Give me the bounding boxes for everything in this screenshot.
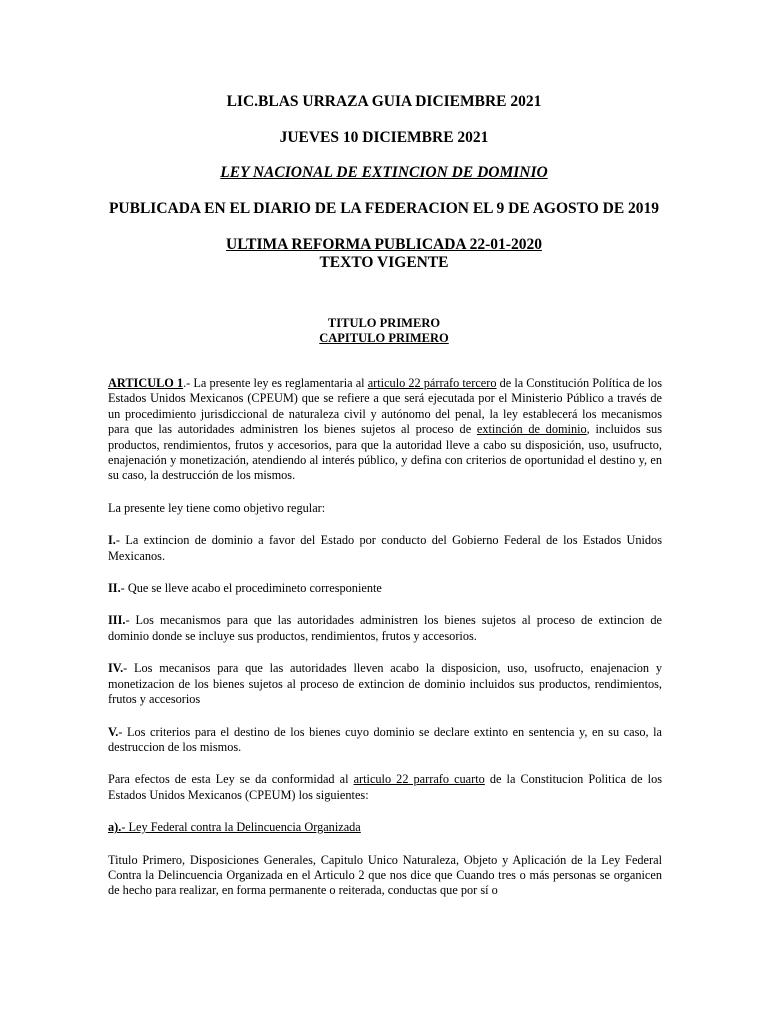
publication-line: PUBLICADA EN EL DIARIO DE LA FEDERACION EL 9 DE AGOSTO DE 2019	[108, 200, 660, 217]
objective-intro: La presente ley tiene como objetivo regular:	[108, 500, 326, 515]
law-title: LEY NACIONAL DE EXTINCION DE DOMINIO	[220, 164, 548, 181]
section-a-label: a).	[108, 820, 122, 835]
article-1-paragraph: ARTICULO 1.- La presente ley es reglamentaria al articulo 22 párrafo tercero de la Constitución Política de los Estados Unidos Mexicanos (CPEUM) que se refiere a que será ejecutada por el Ministerio Público a través de un procedimiento jurisdiccional de naturaleza civil y autónomo del penal, la ley establecerá los mecanismos para que las autoridades administren los bienes sujetos al proceso de extinción de dominio, incluidos sus productos, rendimientos, frutos y accesorios, para que la autoridad lleve a cabo su disposición, uso, usufructo, enajenación y monetización, atendiendo al interés público, y defina con criterios de oportunidad el destino y, en su caso, la destrucción de los mismos.	[108, 376, 662, 483]
title-heading: TITULO PRIMERO	[327, 316, 441, 330]
status-line: TEXTO VIGENTE	[319, 254, 449, 271]
list-item: IV.- Los mecanisos para que las autoridades lleven acabo la disposicion, uso, usofructo, enajenacion y monetizacion de los bienes sujetos al proceso de extincion de dominio incluidos sus productos, rendimientos, frutos y accesorios	[108, 661, 662, 707]
item-number: I.	[108, 533, 116, 548]
article-22-reference: articulo 22 párrafo tercero	[367, 376, 497, 390]
section-a-title: - Ley Federal contra la Delincuencia Organizada	[121, 820, 361, 835]
effects-paragraph: Para efectos de esta Ley se da conformidad al articulo 22 parrafo cuarto de la Constitucion Politica de los Estados Unidos Mexicanos (CPEUM) los siguientes:	[108, 772, 662, 802]
item-number: III.	[108, 613, 126, 628]
item-number: II.	[108, 581, 121, 596]
extincion-dominio-reference: extinción de dominio	[476, 422, 587, 437]
list-item: II.- Que se lleve acabo el procedimineto corresponiente	[108, 581, 382, 596]
last-reform-line	[0, 236, 768, 253]
item-number: IV.	[108, 661, 124, 676]
final-paragraph: Titulo Primero, Disposiciones Generales, Capitulo Unico Naturaleza, Objeto y Aplicación de la Ley Federal Contra la Delincuencia Organizada en el Articulo 2 que nos dice que Cuando tres o más personas se organicen de hecho para realizar, en forma permanente o reiterada, conductas que por sí o	[108, 852, 662, 898]
list-item: V.- Los criterios para el destino de los bienes cuyo dominio se declare extinto en sentencia y, en su caso, la destruccion de los mismos.	[108, 724, 662, 754]
last-reform-text: ULTIMA REFORMA PUBLICADA 22-01-2020	[226, 236, 542, 253]
header-date: JUEVES 10 DICIEMBRE 2021	[279, 129, 489, 146]
chapter-heading: CAPITULO PRIMERO	[319, 331, 449, 345]
section-a-heading	[108, 820, 662, 835]
document-body	[108, 376, 662, 916]
article-1-label: ARTICULO 1	[108, 376, 184, 390]
header-line-1: LIC.BLAS URRAZA GUIA DICIEMBRE 2021	[226, 93, 542, 110]
list-item: I.- La extincion de dominio a favor del Estado por conducto del Gobierno Federal de los Estados Unidos Mexicanos.	[108, 533, 662, 563]
article-22-cuarto-reference: articulo 22 parrafo cuarto	[353, 772, 485, 787]
item-number: V.	[108, 724, 119, 739]
list-item: III.- Los mecanismos para que las autoridades administren los bienes sujetos al proceso de extincion de dominio donde se incluye sus productos, rendimientos, frutos y accesorios.	[108, 613, 662, 643]
